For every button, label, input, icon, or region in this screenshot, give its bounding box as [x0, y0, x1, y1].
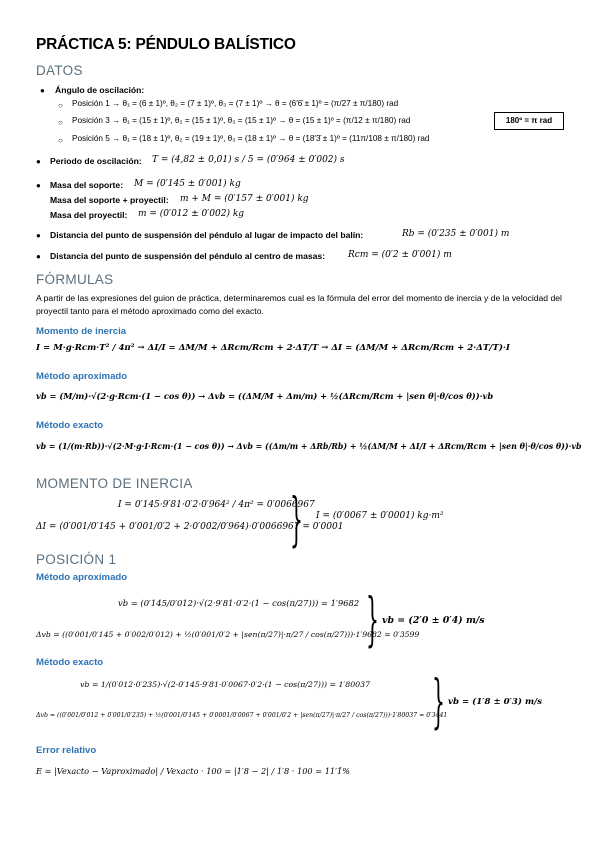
posicion-1-exacto-result: vb = (1′8 ± 0′3) m/s: [448, 697, 543, 707]
periodo-value: T = (4,82 ± 0,01) s / 5 = (0′964 ± 0′002) s: [152, 155, 345, 165]
masa-soporte-value: M = (0′145 ± 0′001) kg: [134, 179, 241, 189]
posicion-1-exacto-error: Δvb = ((0′001/0′012 + 0′001/0′235) + ½(0′001/0′145 + 0′0001/0′0067 + 0′001/0′2 + |sen(π/27)|·π/27 / cos(π/27)))·1′80037 = 0′3441: [36, 712, 448, 719]
bullet-icon: ●: [36, 231, 41, 240]
subheading-error-relativo: Error relativo: [36, 745, 97, 756]
section-heading-datos: DATOS: [36, 63, 83, 78]
posicion-1-aprox-error: Δvb = ((0′001/0′145 + 0′002/0′012) + ½(0′001/0′2 + |sen(π/27)|·π/27 / cos(π/27)))·1′9682 = 0′3599: [36, 630, 420, 639]
page-title: PRÁCTICA 5: PÉNDULO BALÍSTICO: [36, 36, 296, 53]
bullet-icon: ●: [36, 157, 41, 166]
metodo-exacto-equation: vb = (1/(m·Rb))·√(2·M·g·I·Rcm·(1 − cos θ)) → Δvb = ((Δm/m + ΔRb/Rb) + ½(ΔM/M + ΔI/I + ΔRcm/Rcm + |sen θ|·θ/cos θ))·vb: [36, 442, 582, 451]
posicion-5-angles: Posición 5 → θ₁ = (18 ± 1)º, θ₂ = (19 ± 1)º, θ₃ = (18 ± 1)º → θ = (18′3̄ ± 1)º = (11π/108 ± π/180) rad: [72, 134, 430, 143]
posicion-1-aprox-result: vb = (2′0 ± 0′4) m/s: [382, 615, 485, 626]
posicion-3-angles: Posición 3 → θ₁ = (15 ± 1)º, θ₂ = (15 ± 1)º, θ₃ = (15 ± 1)º → θ = (15 ± 1)º = (π/12 ± π/180) rad: [72, 116, 411, 125]
distancia-impacto-label: Distancia del punto de suspensión del péndulo al lugar de impacto del balín:: [50, 230, 364, 240]
momento-inercia-result: I = (0′0067 ± 0′0001) kg·m²: [316, 511, 444, 521]
circle-bullet-icon: ○: [58, 118, 63, 127]
masa-proyectil-value: m = (0′012 ± 0′002) kg: [138, 209, 245, 219]
right-brace-icon: }: [432, 667, 445, 735]
masa-proyectil-label: Masa del proyectil:: [50, 210, 128, 220]
momento-inercia-value-equation: I = 0′145·9′81·0′2·0′964² / 4π² = 0′0066967: [118, 500, 315, 510]
bullet-icon: ●: [36, 181, 41, 190]
distancia-cm-label: Distancia del punto de suspensión del péndulo al centro de masas:: [50, 251, 326, 261]
error-relativo-equation: E = |Vexacto − Vaproximado| / Vexacto · 100 = |1′8 − 2| / 1′8 · 100 = 11′1̄%: [36, 766, 350, 776]
subheading-metodo-exacto: Método exacto: [36, 420, 104, 431]
circle-bullet-icon: ○: [58, 101, 63, 110]
bullet-icon: ●: [40, 86, 45, 95]
section-heading-momento-inercia: MOMENTO DE INERCIA: [36, 476, 193, 491]
distancia-cm-value: Rcm = (0′2 ± 0′001) m: [348, 250, 452, 260]
momento-inercia-error-equation: ΔI = (0′001/0′145 + 0′001/0′2 + 2·0′002/0′964)·0′0066967 = 0′0001: [36, 522, 344, 532]
momento-inercia-equation: I = M·g·Rcm·T² / 4π² → ΔI/I = ΔM/M + ΔRcm/Rcm + 2·ΔT/T → ΔI = (ΔM/M + ΔRcm/Rcm + 2·ΔT/T)·I: [36, 343, 510, 353]
bullet-icon: ●: [36, 252, 41, 261]
angulo-label: Ángulo de oscilación:: [55, 85, 145, 95]
masa-soporte-proyectil-label: Masa del soporte + proyectil:: [50, 195, 169, 205]
conversion-note-box: 180º = π rad: [494, 112, 564, 130]
section-heading-formulas: FÓRMULAS: [36, 272, 114, 287]
right-brace-icon: }: [290, 485, 303, 553]
periodo-label: Periodo de oscilación:: [50, 156, 142, 166]
right-brace-icon: }: [366, 585, 379, 653]
subheading-metodo-aproximado: Método aproximado: [36, 371, 128, 382]
posicion-1-exacto-velocity: vb = 1/(0′012·0′235)·√(2·0′145·9′81·0′0067·0′2·(1 − cos(π/27))) = 1′80037: [80, 680, 371, 689]
masa-soporte-proyectil-value: m + M = (0′157 ± 0′001) kg: [180, 194, 309, 204]
subheading-metodo-exacto: Método exacto: [36, 657, 104, 668]
distancia-impacto-value: Rb = (0′235 ± 0′001) m: [402, 229, 510, 239]
subheading-metodo-aproximado: Método aproximado: [36, 572, 128, 583]
circle-bullet-icon: ○: [58, 136, 63, 145]
metodo-aproximado-equation: vb = (M/m)·√(2·g·Rcm·(1 − cos θ)) → Δvb = ((ΔM/M + Δm/m) + ½(ΔRcm/Rcm + |sen θ|·θ/cos θ))·vb: [36, 391, 494, 401]
masa-soporte-label: Masa del soporte:: [50, 180, 124, 190]
section-heading-posicion-1: POSICIÓN 1: [36, 552, 117, 567]
posicion-1-angles: Posición 1 → θ₁ = (6 ± 1)º, θ₂ = (7 ± 1)º, θ₃ = (7 ± 1)º → θ = (6′6̄ ± 1)º = (π/27 ± π/180) rad: [72, 99, 399, 108]
subheading-momento-inercia: Momento de inercia: [36, 326, 127, 337]
formulas-paragraph: A partir de las expresiones del guion de práctica, determinaremos cual es la fórmula del error del momento de inercia y de la velocidad del proyectil tanto para el método aproximado como del exacto.: [36, 293, 562, 316]
posicion-1-aprox-velocity: vb = (0′145/0′012)·√(2·9′81·0′2·(1 − cos(π/27))) = 1′9682: [118, 598, 360, 608]
